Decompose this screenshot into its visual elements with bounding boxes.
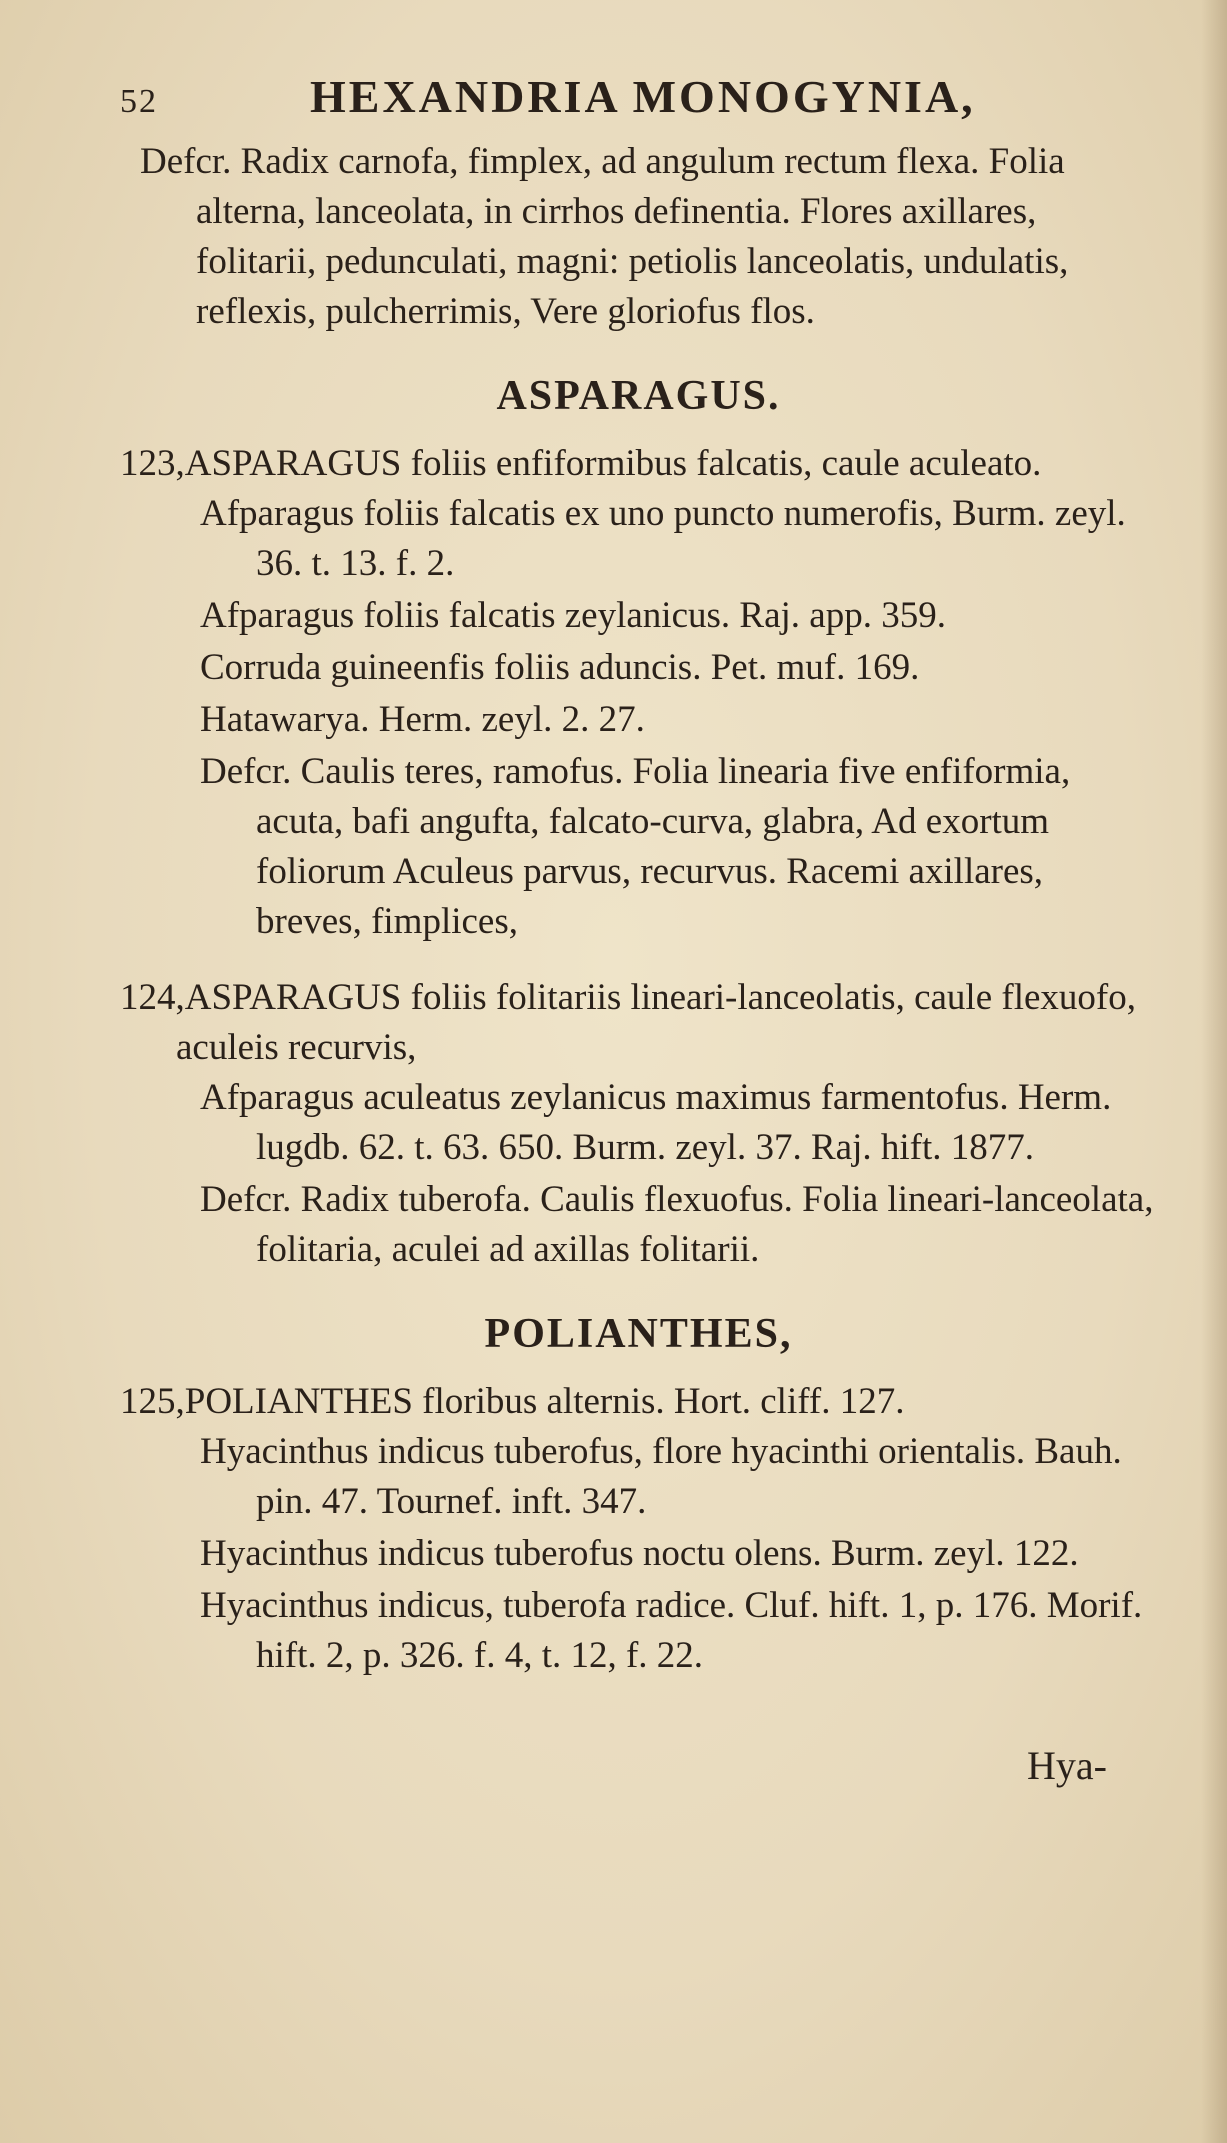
entry-124 bbox=[120, 973, 1157, 1275]
synonym: Hyacinthus indicus, tuberofa radice. Cluf. hift. 1, p. 176. Morif. hift. 2, p. 326. f. 4, t. 12, f. 22. bbox=[200, 1585, 1143, 1676]
entry-diagnosis: ASPARAGUS foliis enfiformibus falcatis, caule aculeato. bbox=[184, 443, 1042, 484]
entry-number: 124, bbox=[120, 977, 185, 1018]
entry-heading bbox=[120, 1377, 1157, 1427]
description: Defcr. Caulis teres, ramofus. Folia linearia five enfiformia, acuta, bafi angufta, falcato-curva, glabra, Ad exortum foliorum Aculeus parvus, recurvus. Racemi axillares, breves, fimplices, bbox=[200, 751, 1071, 942]
running-head bbox=[120, 70, 1157, 123]
genus-heading-polianthes: POLIANTHES, bbox=[484, 1311, 793, 1357]
genus-heading-asparagus: ASPARAGUS. bbox=[496, 373, 781, 419]
entry-diagnosis: ASPARAGUS foliis folitariis lineari-lanceolatis, caule flexuofo, aculeis recurvis, bbox=[176, 977, 1136, 1068]
synonym: Hatawarya. Herm. zeyl. 2. 27. bbox=[200, 699, 645, 740]
page-number: 52 bbox=[120, 83, 158, 120]
synonym: Hyacinthus indicus tuberofus noctu olens. Burm. zeyl. 122. bbox=[200, 1533, 1079, 1574]
entry-heading bbox=[120, 973, 1157, 1073]
description: Defcr. Radix tuberofa. Caulis flexuofus. Folia lineari-lanceolata, folitaria, aculei ad axillas folitarii. bbox=[200, 1179, 1154, 1270]
synonym: Afparagus foliis falcatis ex uno puncto numerofis, Burm. zeyl. 36. t. 13. f. 2. bbox=[200, 493, 1126, 584]
entry-number: 125, bbox=[120, 1381, 185, 1422]
entry-number: 123, bbox=[120, 443, 185, 484]
synonym: Corruda guineenfis foliis aduncis. Pet. muf. 169. bbox=[200, 647, 920, 688]
intro-description: Defcr. Radix carnofa, fimplex, ad angulum rectum flexa. Folia alterna, lanceolata, in cirrhos definentia. Flores axillares, folitarii, pedunculati, magni: petiolis lanceolatis, undulatis, reflexis, pulcherrimis, Vere gloriofus flos. bbox=[140, 141, 1069, 332]
synonym: Afparagus foliis falcatis zeylanicus. Raj. app. 359. bbox=[200, 595, 946, 636]
synonym: Hyacinthus indicus tuberofus, flore hyacinthi orientalis. Bauh. pin. 47. Tournef. inft. 347. bbox=[200, 1431, 1122, 1522]
running-title: HEXANDRIA MONOGYNIA, bbox=[310, 71, 976, 122]
catchword: Hya- bbox=[1027, 1743, 1107, 1788]
synonym: Afparagus aculeatus zeylanicus maximus farmentofus. Herm. lugdb. 62. t. 63. 650. Burm. zeyl. 37. Raj. hift. 1877. bbox=[200, 1077, 1112, 1168]
page-edge-shadow bbox=[1201, 0, 1227, 2143]
entry-diagnosis: POLIANTHES floribus alternis. Hort. cliff. 127. bbox=[184, 1381, 905, 1422]
entry-heading bbox=[120, 439, 1157, 489]
entry-123 bbox=[120, 439, 1157, 947]
entry-125 bbox=[120, 1377, 1157, 1681]
